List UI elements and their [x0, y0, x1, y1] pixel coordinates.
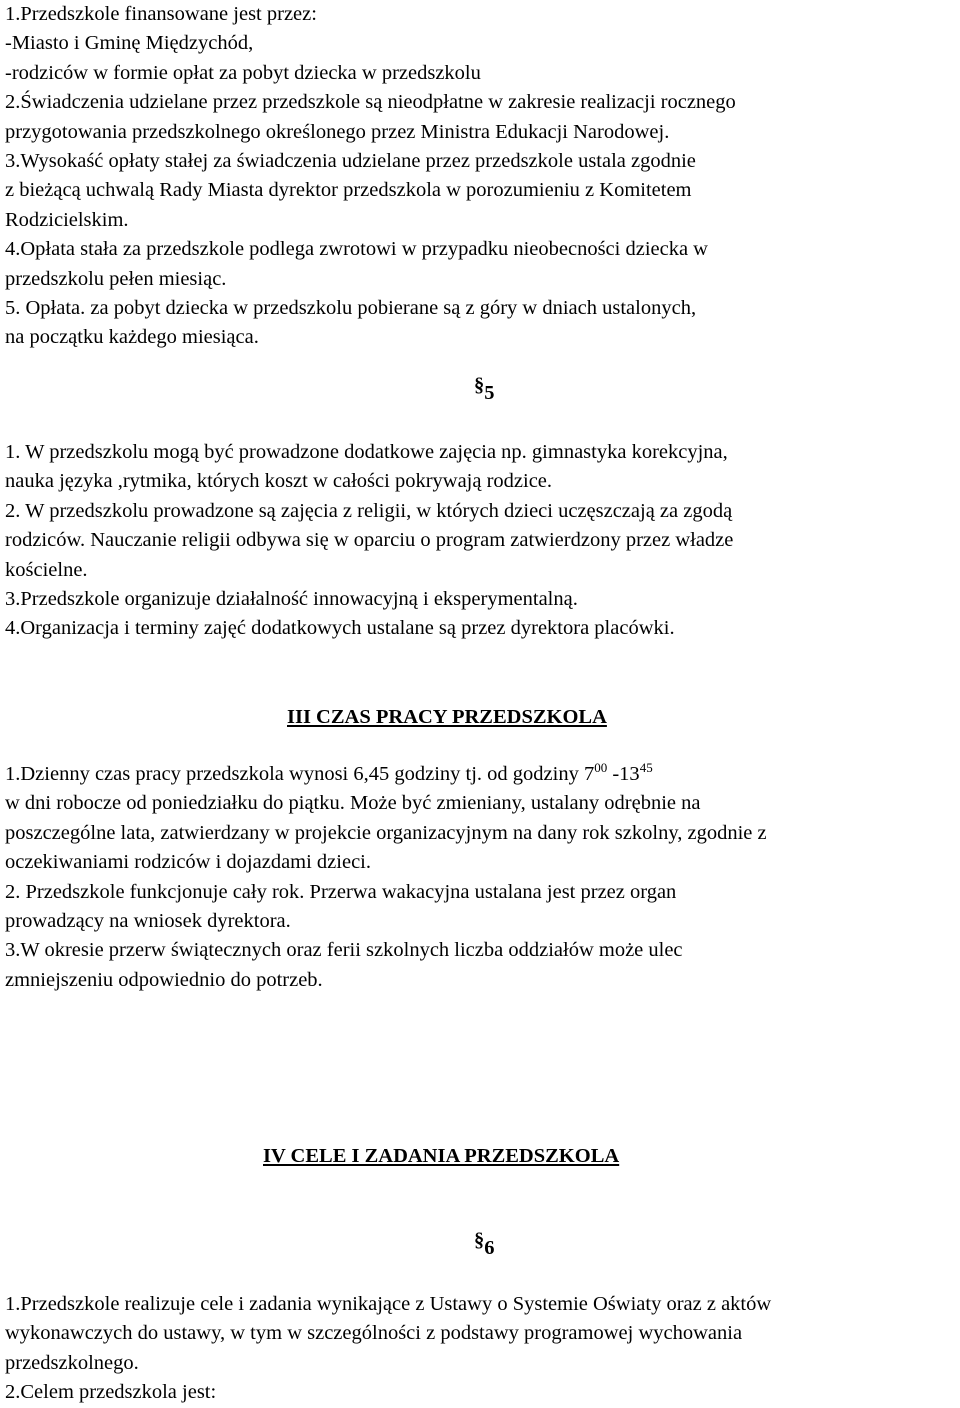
text-line: przedszkolnego. — [5, 1351, 139, 1374]
text-line: 5. Opłata. za pobyt dziecka w przedszkolu pobierane są z góry w dniach ustalonych, — [5, 296, 697, 319]
chapter-3-heading: III CZAS PRACY PRZEDSZKOLA — [287, 706, 607, 728]
text-line: 1.Przedszkole finansowane jest przez: — [5, 3, 317, 25]
text-line: 2. Przedszkole funkcjonuje cały rok. Przerwa wakacyjna ustalana jest przez organ — [5, 880, 677, 903]
section-5-heading — [474, 374, 495, 408]
section-number: 6 — [484, 1237, 495, 1259]
text-line: z bieżącą uchwalą Rady Miasta dyrektor przedszkola w porozumieniu z Komitetem — [5, 179, 692, 202]
hours-text: 1.Dzienny czas pracy przedszkola wynosi 6,45 godziny tj. od godziny 7 — [5, 763, 595, 785]
text-line: kościelne. — [5, 558, 88, 581]
text-line: wykonawczych do ustawy, w tym w szczególności z podstawy programowej wychowania — [5, 1322, 743, 1345]
chapter-4-heading: IV CELE I ZADANIA PRZEDSZKOLA — [263, 1145, 620, 1167]
extra-classes-paragraphs — [5, 438, 960, 644]
hours-middle: -13 — [607, 763, 640, 785]
text-line: w dni robocze od poniedziałku do piątku. Może być zmieniany, ustalany odrębnie na — [5, 792, 701, 815]
hours-end-minutes: 45 — [639, 760, 653, 776]
text-line: 3.Przedszkole organizuje działalność innowacyjną i eksperymentalną. — [5, 587, 578, 610]
text-line: nauka języka ,rytmika, których koszt w całości pokrywają rodzice. — [5, 470, 553, 493]
working-hours-paragraphs — [5, 760, 960, 995]
goals-paragraphs — [5, 1290, 960, 1408]
text-line: 2. W przedszkolu prowadzone są zajęcia z religii, w których dzieci uczęszczają za zgodą — [5, 499, 733, 522]
text-line: na początku każdego miesiąca. — [5, 326, 259, 349]
section-6-heading — [474, 1229, 495, 1263]
text-line: 2.Celem przedszkola jest: — [5, 1381, 217, 1404]
text-line: Rodzicielskim. — [5, 208, 129, 231]
text-line — [5, 760, 960, 789]
text-line: oczekiwaniami rodziców i dojazdami dzieci. — [5, 851, 371, 874]
text-line: przygotowania przedszkolnego określonego przez Ministra Edukacji Narodowej. — [5, 120, 670, 143]
text-line: 3.W okresie przerw świątecznych oraz ferii szkolnych liczba oddziałów może ulec — [5, 939, 683, 962]
text-line: 4.Organizacja i terminy zajęć dodatkowych ustalane są przez dyrektora placówki. — [5, 617, 675, 640]
section-mark: § — [474, 1229, 485, 1251]
section-number: 5 — [484, 382, 495, 404]
text-line: poszczególne lata, zatwierdzany w projekcie organizacyjnym na dany rok szkolny, zgodnie z — [5, 821, 767, 844]
text-line: 2.Świadczenia udzielane przez przedszkole są nieodpłatne w zakresie realizacji rocznego — [5, 91, 736, 114]
text-line: -Miasto i Gminę Międzychód, — [5, 32, 254, 55]
text-line: 1.Przedszkole realizuje cele i zadania wynikające z Ustawy o Systemie Oświaty oraz z aktów — [5, 1293, 772, 1315]
text-line: rodziców. Nauczanie religii odbywa się w oparciu o program zatwierdzony przez władze — [5, 529, 734, 552]
text-line: 3.Wysokaść opłaty stałej za świadczenia udzielane przez przedszkole ustala zgodnie — [5, 149, 696, 172]
text-line: 1. W przedszkolu mogą być prowadzone dodatkowe zajęcia np. gimnastyka korekcyjna, — [5, 441, 728, 463]
text-line: 4.Opłata stała za przedszkole podlega zwrotowi w przypadku nieobecności dziecka w — [5, 238, 708, 261]
hours-start-minutes: 00 — [594, 760, 608, 776]
text-line: -rodziców w formie opłat za pobyt dziecka w przedszkolu — [5, 61, 481, 84]
text-line: prowadzący na wniosek dyrektora. — [5, 909, 291, 932]
financing-paragraphs — [5, 0, 960, 353]
text-line: przedszkolu pełen miesiąc. — [5, 267, 227, 290]
section-mark: § — [474, 374, 485, 396]
text-line: zmniejszeniu odpowiednio do potrzeb. — [5, 968, 323, 991]
